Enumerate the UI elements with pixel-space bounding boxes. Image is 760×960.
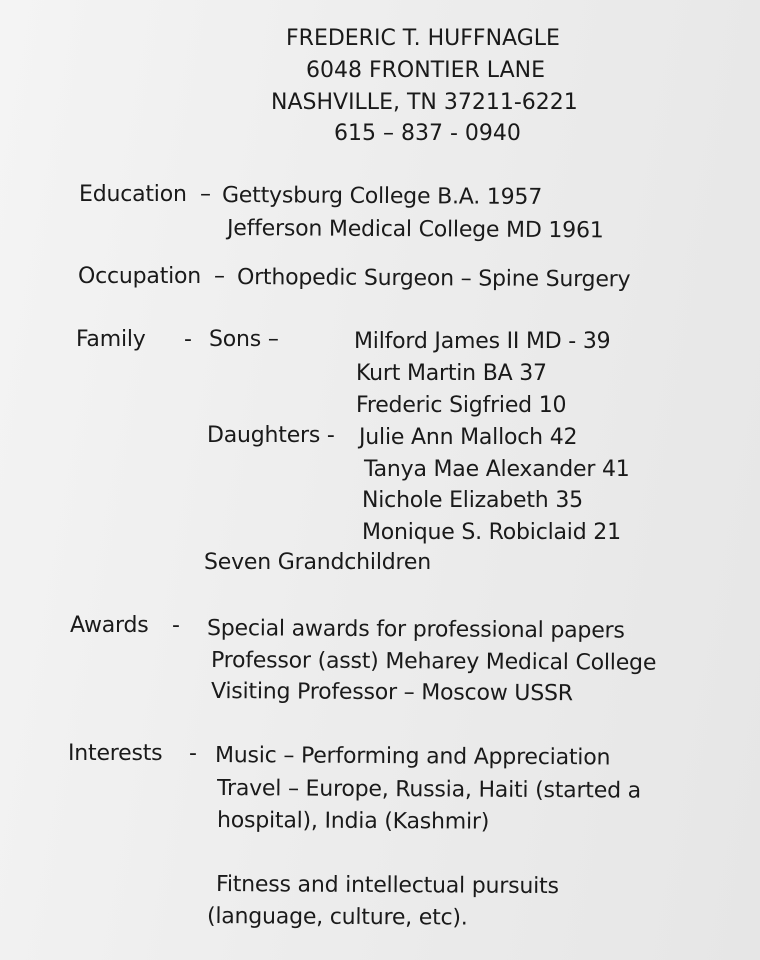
daughter-entry: Monique S. Robiclaid 21 (362, 520, 621, 545)
header-street: 6048 FRONTIER LANE (306, 58, 545, 83)
grandchildren-note: Seven Grandchildren (204, 550, 431, 575)
award-entry: Professor (asst) Meharey Medical College (210, 648, 657, 676)
occupation-label: Occupation (78, 264, 202, 289)
education-entry: Gettysburg College B.A. 1957 (221, 183, 543, 210)
header-name: FREDERIC T. HUFFNAGLE (286, 26, 560, 51)
occupation-separator: – (214, 264, 225, 289)
sons-label: Sons – (209, 327, 279, 352)
interests-label: Interests (68, 741, 163, 766)
education-label: Education (79, 182, 187, 207)
occupation-value: Orthopedic Surgeon – Spine Surgery (236, 265, 631, 293)
education-entry: Jefferson Medical College MD 1961 (226, 216, 604, 244)
son-entry: Milford James II MD - 39 (354, 329, 611, 354)
daughter-entry: Nichole Elizabeth 35 (362, 488, 583, 513)
interest-entry: Music – Performing and Appreciation (214, 743, 611, 771)
award-entry: Special awards for professional papers (206, 616, 625, 644)
interest-entry: Travel – Europe, Russia, Haiti (started a (216, 776, 642, 804)
daughter-entry: Julie Ann Malloch 42 (359, 425, 578, 450)
education-separator: – (200, 182, 211, 207)
award-entry: Visiting Professor – Moscow USSR (210, 679, 573, 707)
awards-separator: - (172, 613, 180, 638)
interest-entry: hospital), India (Kashmir) (216, 808, 490, 835)
daughter-entry: Tanya Mae Alexander 41 (364, 457, 630, 482)
interest-entry: Fitness and intellectual pursuits (215, 872, 559, 900)
interest-entry: (language, culture, etc). (206, 904, 468, 931)
family-label: Family (76, 327, 146, 352)
header-city: NASHVILLE, TN 37211-6221 (271, 90, 578, 115)
son-entry: Frederic Sigfried 10 (356, 393, 567, 418)
daughters-label: Daughters - (207, 423, 335, 448)
interests-separator: - (189, 741, 197, 766)
header-phone: 615 – 837 - 0940 (334, 121, 521, 146)
awards-label: Awards (70, 613, 149, 638)
son-entry: Kurt Martin BA 37 (356, 361, 547, 386)
family-separator: - (184, 327, 192, 352)
